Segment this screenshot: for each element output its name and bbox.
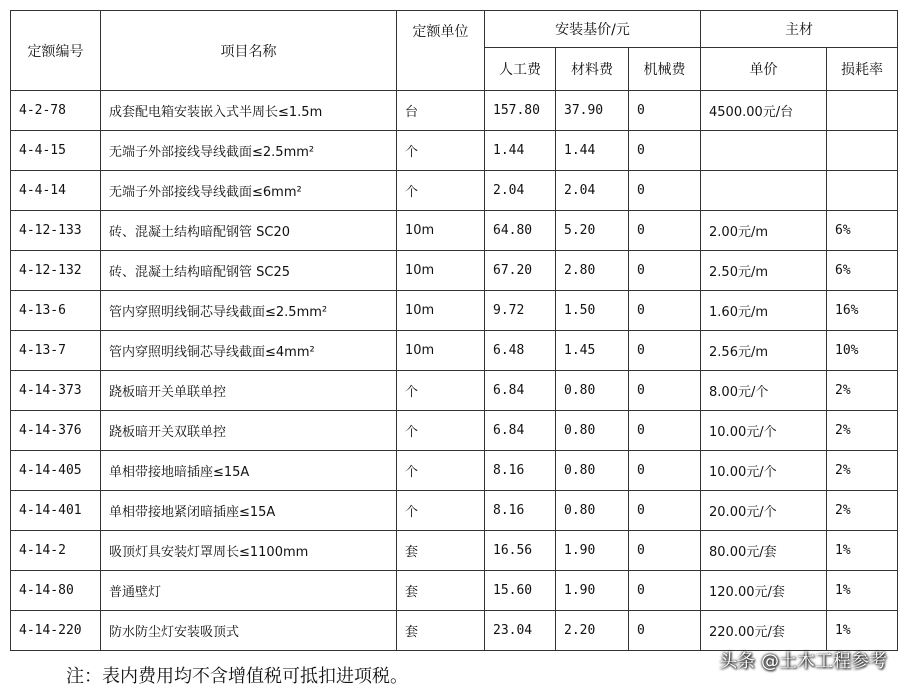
cell-unit: 台 <box>397 91 485 131</box>
cell-machine: 0 <box>629 131 701 171</box>
cell-code: 4-14-405 <box>11 451 101 491</box>
cell-loss-rate: 10% <box>827 331 898 371</box>
cell-loss-rate <box>827 131 898 171</box>
cell-unit: 个 <box>397 171 485 211</box>
cell-name: 无端子外部接线导线截面≤2.5mm² <box>101 131 397 171</box>
header-material: 材料费 <box>556 48 629 91</box>
cell-labor: 8.16 <box>485 491 556 531</box>
cell-loss-rate: 1% <box>827 571 898 611</box>
table-row <box>11 371 898 411</box>
header-unit-price: 单价 <box>701 48 827 91</box>
cell-machine: 0 <box>629 531 701 571</box>
cell-machine: 0 <box>629 611 701 651</box>
table-row <box>11 411 898 451</box>
cell-material: 2.20 <box>556 611 629 651</box>
cell-unit-price: 2.50元/m <box>701 251 827 291</box>
cell-labor: 16.56 <box>485 531 556 571</box>
cell-unit-price: 4500.00元/台 <box>701 91 827 131</box>
header-base-price: 安装基价/元 <box>485 11 701 48</box>
cell-labor: 9.72 <box>485 291 556 331</box>
cell-loss-rate: 1% <box>827 611 898 651</box>
table-row <box>11 331 898 371</box>
cell-unit-price: 120.00元/套 <box>701 571 827 611</box>
cell-code: 4-14-2 <box>11 531 101 571</box>
cell-unit: 个 <box>397 371 485 411</box>
table-row <box>11 131 898 171</box>
cell-material: 1.50 <box>556 291 629 331</box>
cell-material: 0.80 <box>556 411 629 451</box>
cell-machine: 0 <box>629 291 701 331</box>
cell-material: 0.80 <box>556 451 629 491</box>
cell-unit-price: 220.00元/套 <box>701 611 827 651</box>
table-row <box>11 491 898 531</box>
cell-machine: 0 <box>629 211 701 251</box>
cell-code: 4-4-15 <box>11 131 101 171</box>
cell-unit-price: 20.00元/个 <box>701 491 827 531</box>
cell-labor: 15.60 <box>485 571 556 611</box>
table-row <box>11 291 898 331</box>
cell-material: 0.80 <box>556 371 629 411</box>
cell-loss-rate <box>827 91 898 131</box>
cell-name: 砖、混凝土结构暗配钢管 SC25 <box>101 251 397 291</box>
table-row <box>11 531 898 571</box>
cell-name: 无端子外部接线导线截面≤6mm² <box>101 171 397 211</box>
cell-loss-rate: 2% <box>827 451 898 491</box>
cell-material: 5.20 <box>556 211 629 251</box>
cell-material: 2.04 <box>556 171 629 211</box>
cell-labor: 2.04 <box>485 171 556 211</box>
cell-loss-rate: 6% <box>827 211 898 251</box>
cell-unit-price: 1.60元/m <box>701 291 827 331</box>
cell-machine: 0 <box>629 171 701 211</box>
cell-code: 4-2-78 <box>11 91 101 131</box>
cell-name: 单相带接地紧闭暗插座≤15A <box>101 491 397 531</box>
cell-loss-rate: 2% <box>827 491 898 531</box>
cell-machine: 0 <box>629 451 701 491</box>
header-unit: 定额单位 <box>397 11 485 91</box>
cell-unit-price <box>701 171 827 211</box>
cell-code: 4-14-220 <box>11 611 101 651</box>
cell-labor: 67.20 <box>485 251 556 291</box>
cell-name: 砖、混凝土结构暗配钢管 SC20 <box>101 211 397 251</box>
cell-labor: 23.04 <box>485 611 556 651</box>
cell-name: 管内穿照明线铜芯导线截面≤2.5mm² <box>101 291 397 331</box>
cell-unit: 个 <box>397 451 485 491</box>
table-row <box>11 91 898 131</box>
cell-unit: 10m <box>397 291 485 331</box>
cell-unit-price: 10.00元/个 <box>701 411 827 451</box>
cell-material: 2.80 <box>556 251 629 291</box>
cell-labor: 64.80 <box>485 211 556 251</box>
cell-unit: 套 <box>397 611 485 651</box>
cell-machine: 0 <box>629 491 701 531</box>
cell-unit-price: 2.56元/m <box>701 331 827 371</box>
cell-code: 4-12-132 <box>11 251 101 291</box>
watermark: 头条 @土木工程参考 <box>719 651 887 672</box>
header-machine: 机械费 <box>629 48 701 91</box>
table-note: 注：表内费用均不含增值税可抵扣进项税。 <box>66 666 408 687</box>
cell-unit: 个 <box>397 491 485 531</box>
cell-unit-price: 80.00元/套 <box>701 531 827 571</box>
cell-code: 4-14-401 <box>11 491 101 531</box>
cell-name: 跷板暗开关双联单控 <box>101 411 397 451</box>
header-code: 定额编号 <box>11 11 101 91</box>
cell-unit: 10m <box>397 211 485 251</box>
header-labor: 人工费 <box>485 48 556 91</box>
cell-material: 1.90 <box>556 531 629 571</box>
cell-name: 跷板暗开关单联单控 <box>101 371 397 411</box>
cell-code: 4-14-80 <box>11 571 101 611</box>
cell-code: 4-13-6 <box>11 291 101 331</box>
cell-unit: 套 <box>397 531 485 571</box>
cell-machine: 0 <box>629 371 701 411</box>
cell-machine: 0 <box>629 331 701 371</box>
cell-material: 37.90 <box>556 91 629 131</box>
cell-name: 单相带接地暗插座≤15A <box>101 451 397 491</box>
cell-loss-rate: 16% <box>827 291 898 331</box>
cell-unit-price <box>701 131 827 171</box>
table-row <box>11 571 898 611</box>
cell-name: 管内穿照明线铜芯导线截面≤4mm² <box>101 331 397 371</box>
table-row <box>11 611 898 651</box>
cell-loss-rate: 2% <box>827 411 898 451</box>
cell-labor: 1.44 <box>485 131 556 171</box>
cell-labor: 6.48 <box>485 331 556 371</box>
cell-code: 4-4-14 <box>11 171 101 211</box>
header-main-material: 主材 <box>701 11 898 48</box>
cell-unit-price: 10.00元/个 <box>701 451 827 491</box>
cell-loss-rate: 6% <box>827 251 898 291</box>
table-row <box>11 251 898 291</box>
cell-unit: 个 <box>397 131 485 171</box>
cell-unit: 10m <box>397 251 485 291</box>
header-loss-rate: 损耗率 <box>827 48 898 91</box>
cell-unit-price: 2.00元/m <box>701 211 827 251</box>
cell-machine: 0 <box>629 91 701 131</box>
cell-code: 4-13-7 <box>11 331 101 371</box>
cell-unit: 10m <box>397 331 485 371</box>
cell-machine: 0 <box>629 571 701 611</box>
cell-loss-rate <box>827 171 898 211</box>
cell-unit-price: 8.00元/个 <box>701 371 827 411</box>
cell-labor: 6.84 <box>485 371 556 411</box>
cell-loss-rate: 1% <box>827 531 898 571</box>
table-body <box>11 91 898 651</box>
cell-material: 1.45 <box>556 331 629 371</box>
table-row <box>11 451 898 491</box>
cell-loss-rate: 2% <box>827 371 898 411</box>
cell-material: 1.44 <box>556 131 629 171</box>
cell-unit: 个 <box>397 411 485 451</box>
cell-unit: 套 <box>397 571 485 611</box>
cell-code: 4-12-133 <box>11 211 101 251</box>
cell-material: 0.80 <box>556 491 629 531</box>
table-row <box>11 171 898 211</box>
cell-code: 4-14-376 <box>11 411 101 451</box>
cell-name: 普通壁灯 <box>101 571 397 611</box>
table-row <box>11 211 898 251</box>
cell-labor: 6.84 <box>485 411 556 451</box>
cell-name: 成套配电箱安装嵌入式半周长≤1.5m <box>101 91 397 131</box>
cell-material: 1.90 <box>556 571 629 611</box>
header-name: 项目名称 <box>101 11 397 91</box>
cell-machine: 0 <box>629 411 701 451</box>
cell-machine: 0 <box>629 251 701 291</box>
cell-labor: 157.80 <box>485 91 556 131</box>
cell-name: 防水防尘灯安装吸顶式 <box>101 611 397 651</box>
quota-table <box>10 10 898 651</box>
cell-labor: 8.16 <box>485 451 556 491</box>
cell-name: 吸顶灯具安装灯罩周长≤1100mm <box>101 531 397 571</box>
cell-code: 4-14-373 <box>11 371 101 411</box>
